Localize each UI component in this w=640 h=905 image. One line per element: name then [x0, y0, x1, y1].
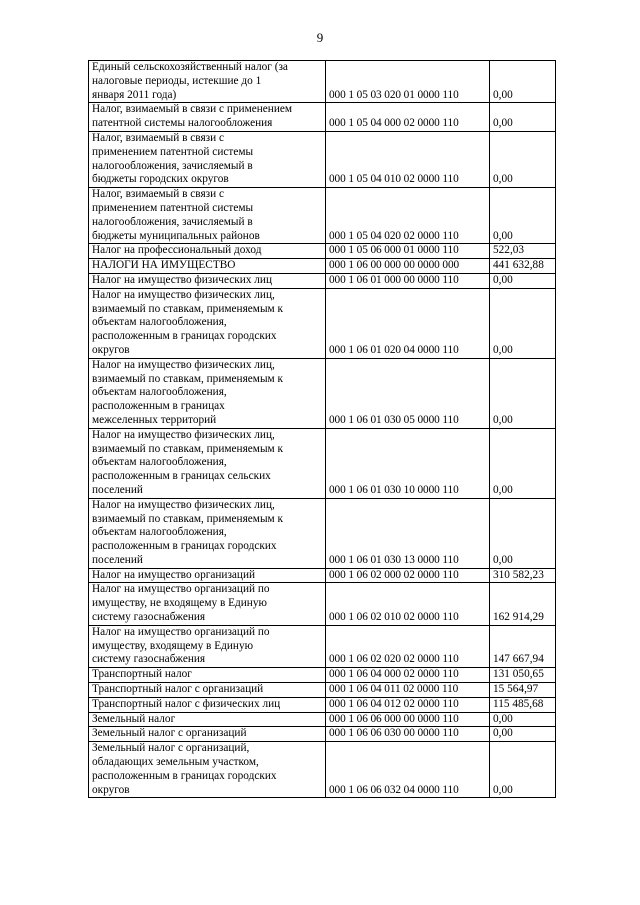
tax-name-cell: Единый сельскохозяйственный налог (за налоговые периоды, истекшие до 1 января 2011 года): [89, 61, 326, 103]
budget-code-cell: 000 1 06 01 000 00 0000 110: [326, 273, 490, 288]
tax-revenue-table: [88, 60, 556, 798]
budget-code-cell: 000 1 06 04 000 02 0000 110: [326, 668, 490, 683]
tax-name-cell: Налог на имущество организаций по имуществу, входящему в Единую систему газоснабжения: [89, 625, 326, 667]
amount-cell: 522,03: [490, 244, 556, 259]
table-row: [89, 259, 556, 274]
table-row: [89, 428, 556, 498]
table-row: [89, 103, 556, 132]
budget-code-cell: 000 1 06 01 030 10 0000 110: [326, 428, 490, 498]
budget-code-cell: 000 1 06 00 000 00 0000 000: [326, 259, 490, 274]
table-row: [89, 583, 556, 625]
tax-name-cell: Налог на имущество физических лиц: [89, 273, 326, 288]
tax-name-cell: Налог на профессиональный доход: [89, 244, 326, 259]
table-row: [89, 683, 556, 698]
budget-code-cell: 000 1 06 02 010 02 0000 110: [326, 583, 490, 625]
table-row: [89, 188, 556, 244]
amount-cell: 441 632,88: [490, 259, 556, 274]
tax-name-cell: Налог на имущество организаций: [89, 568, 326, 583]
budget-code-cell: 000 1 06 04 011 02 0000 110: [326, 683, 490, 698]
tax-name-cell: Земельный налог: [89, 712, 326, 727]
tax-name-cell: Налог на имущество организаций по имуществу, не входящему в Единую систему газоснабжения: [89, 583, 326, 625]
budget-code-cell: 000 1 05 03 020 01 0000 110: [326, 61, 490, 103]
table-row: [89, 625, 556, 667]
amount-cell: 0,00: [490, 727, 556, 742]
amount-cell: 15 564,97: [490, 683, 556, 698]
table-row: [89, 61, 556, 103]
table-row: [89, 668, 556, 683]
amount-cell: 115 485,68: [490, 697, 556, 712]
table-row: [89, 498, 556, 568]
budget-code-cell: 000 1 05 04 020 02 0000 110: [326, 188, 490, 244]
amount-cell: 310 582,23: [490, 568, 556, 583]
budget-code-cell: 000 1 06 02 000 02 0000 110: [326, 568, 490, 583]
budget-code-cell: 000 1 05 04 000 02 0000 110: [326, 103, 490, 132]
table-row: [89, 288, 556, 358]
tax-name-cell: Налог, взимаемый в связи с применением патентной системы налогообложения, зачисляемый в бюджеты муниципальных районов: [89, 188, 326, 244]
budget-code-cell: 000 1 06 02 020 02 0000 110: [326, 625, 490, 667]
tax-name-cell: Земельный налог с организаций: [89, 727, 326, 742]
tax-name-cell: Налог на имущество физических лиц, взимаемый по ставкам, применяемым к объектам налогообложения, расположенным в границах межселенных территорий: [89, 358, 326, 428]
budget-code-cell: 000 1 06 06 032 04 0000 110: [326, 742, 490, 798]
tax-name-cell: Транспортный налог с физических лиц: [89, 697, 326, 712]
page-number: 9: [316, 30, 324, 45]
tax-name-cell: Земельный налог с организаций, обладающих земельным участком, расположенным в границах городских округов: [89, 742, 326, 798]
table-row: [89, 568, 556, 583]
budget-code-cell: 000 1 06 01 020 04 0000 110: [326, 288, 490, 358]
amount-cell: 0,00: [490, 288, 556, 358]
amount-cell: 0,00: [490, 188, 556, 244]
amount-cell: 0,00: [490, 498, 556, 568]
table-row: [89, 358, 556, 428]
tax-name-cell: Налог на имущество физических лиц, взимаемый по ставкам, применяемым к объектам налогообложения, расположенным в границах городских поселений: [89, 498, 326, 568]
table-row: [89, 727, 556, 742]
budget-code-cell: 000 1 06 01 030 05 0000 110: [326, 358, 490, 428]
tax-name-cell: Транспортный налог: [89, 668, 326, 683]
budget-code-cell: 000 1 06 01 030 13 0000 110: [326, 498, 490, 568]
budget-code-cell: 000 1 05 06 000 01 0000 110: [326, 244, 490, 259]
tax-name-cell: НАЛОГИ НА ИМУЩЕСТВО: [89, 259, 326, 274]
tax-name-cell: Налог на имущество физических лиц, взимаемый по ставкам, применяемым к объектам налогообложения, расположенным в границах городских округов: [89, 288, 326, 358]
table-row: [89, 131, 556, 187]
amount-cell: 131 050,65: [490, 668, 556, 683]
amount-cell: 0,00: [490, 103, 556, 132]
table-row: [89, 742, 556, 798]
amount-cell: 0,00: [490, 428, 556, 498]
amount-cell: 0,00: [490, 61, 556, 103]
table-row: [89, 712, 556, 727]
budget-code-cell: 000 1 06 06 000 00 0000 110: [326, 712, 490, 727]
amount-cell: 0,00: [490, 742, 556, 798]
amount-cell: 0,00: [490, 358, 556, 428]
table-row: [89, 273, 556, 288]
table-row: [89, 697, 556, 712]
amount-cell: 147 667,94: [490, 625, 556, 667]
tax-name-cell: Налог на имущество физических лиц, взимаемый по ставкам, применяемым к объектам налогообложения, расположенным в границах сельских поселений: [89, 428, 326, 498]
tax-name-cell: Налог, взимаемый в связи с применением патентной системы налогообложения, зачисляемый в бюджеты городских округов: [89, 131, 326, 187]
amount-cell: 162 914,29: [490, 583, 556, 625]
budget-code-cell: 000 1 06 06 030 00 0000 110: [326, 727, 490, 742]
table-body: [89, 61, 556, 798]
tax-name-cell: Транспортный налог с организаций: [89, 683, 326, 698]
table-row: [89, 244, 556, 259]
tax-name-cell: Налог, взимаемый в связи с применением патентной системы налогообложения: [89, 103, 326, 132]
budget-code-cell: 000 1 06 04 012 02 0000 110: [326, 697, 490, 712]
amount-cell: 0,00: [490, 712, 556, 727]
amount-cell: 0,00: [490, 273, 556, 288]
amount-cell: 0,00: [490, 131, 556, 187]
budget-code-cell: 000 1 05 04 010 02 0000 110: [326, 131, 490, 187]
